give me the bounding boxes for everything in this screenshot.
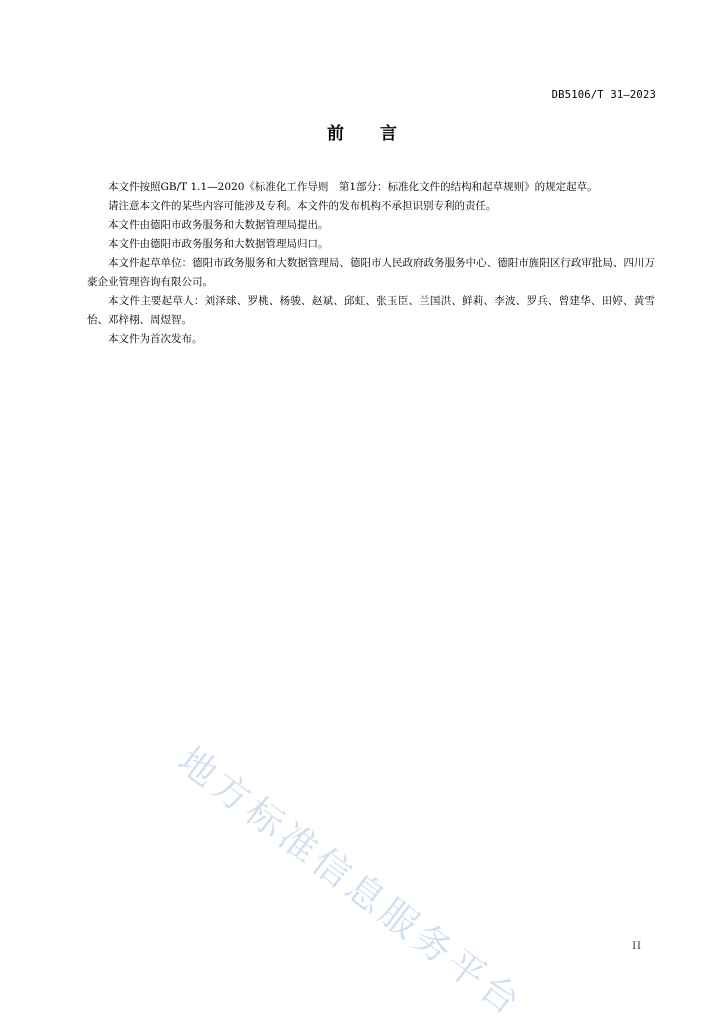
paragraph-drafters: 本文件主要起草人：刘泽球、罗桃、杨骏、赵斌、邱虹、张玉臣、兰国洪、鲜莉、李波、罗兵、曾建华、田婷、黄雪怡、邓梓栩、周煜智。: [87, 295, 655, 326]
paragraph-patent-notice: 请注意本文件的某些内容可能涉及专利。本文件的发布机构不承担识别专利的责任。: [108, 200, 497, 212]
foreword-body: [87, 178, 655, 349]
paragraph-administrator: 本文件由德阳市政务服务和大数据管理局归口。: [108, 238, 329, 250]
paragraph-drafting-units: 本文件起草单位：德阳市政务服务和大数据管理局、德阳市人民政府政务服务中心、德阳市旌阳区行政审批局、四川万豪企业管理咨询有限公司。: [87, 257, 655, 288]
paragraph-first-release: 本文件为首次发布。: [108, 333, 203, 345]
document-id: DB5106/T 31—2023: [551, 89, 656, 101]
watermark: 地方标准信息服务平台: [169, 738, 532, 1026]
page-number: II: [632, 941, 642, 952]
paragraph-proposer: 本文件由德阳市政务服务和大数据管理局提出。: [108, 219, 329, 231]
paragraph-drafting-basis: 本文件按照GB/T 1.1—2020《标准化工作导则 第1部分：标准化文件的结构和起草规则》的规定起草。: [108, 181, 598, 193]
page-title: 前言: [327, 124, 433, 144]
